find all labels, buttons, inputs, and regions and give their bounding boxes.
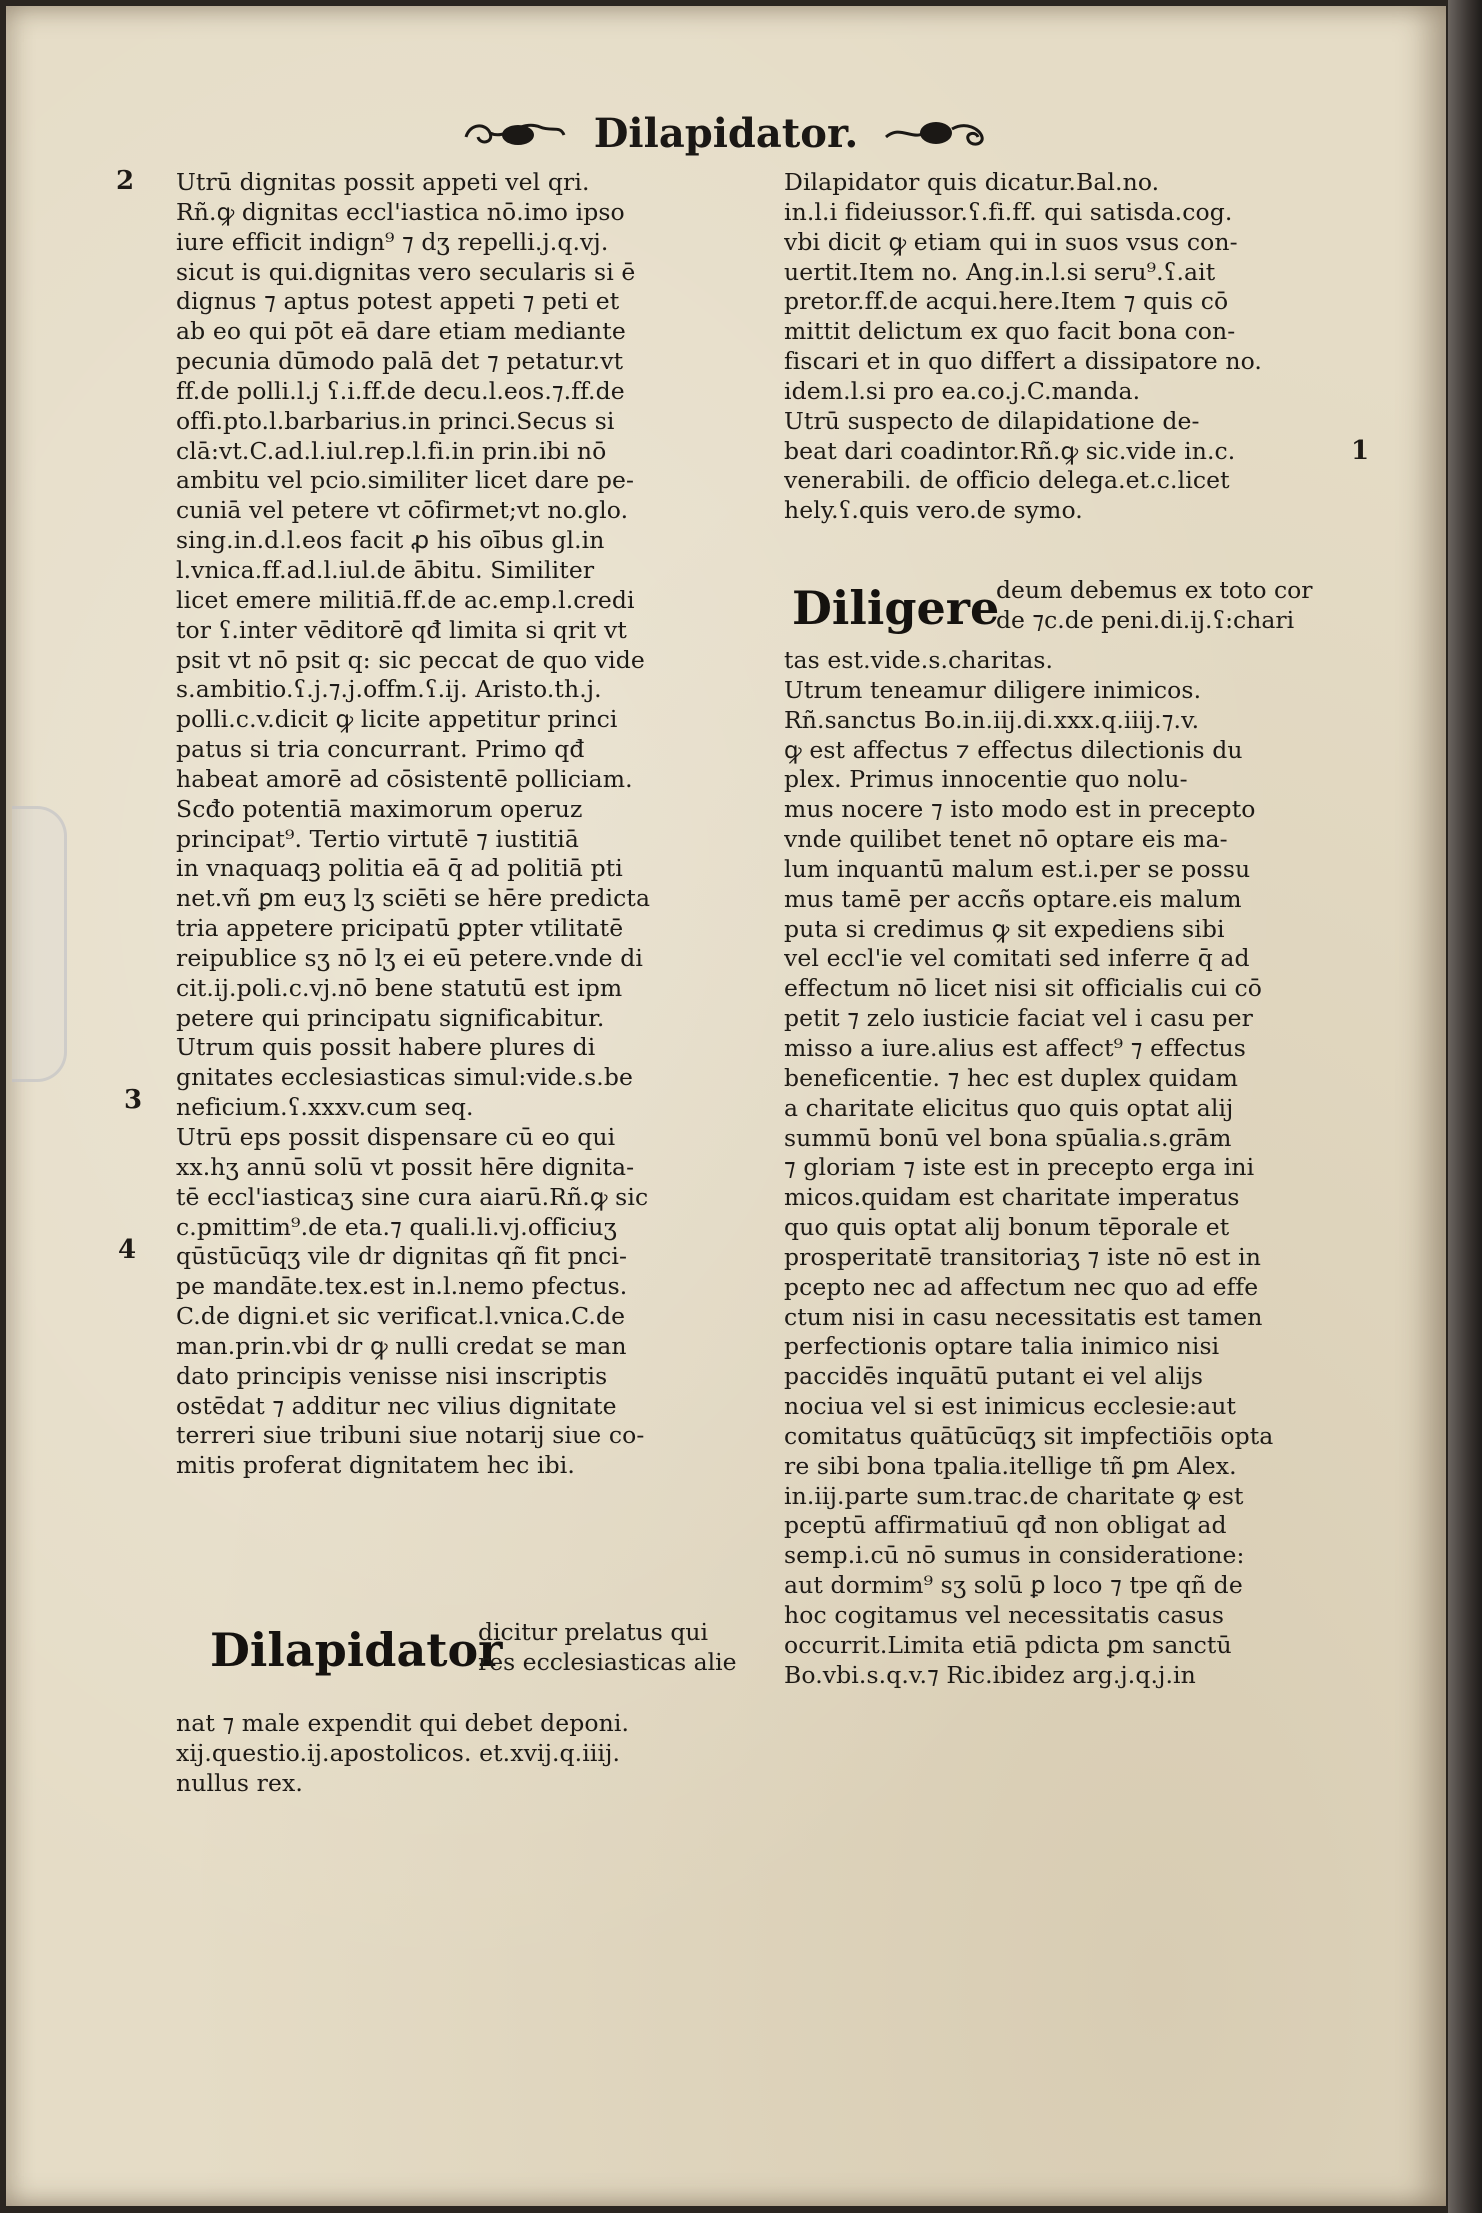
text-line: psit vt nō psit q: sic peccat de quo vide xyxy=(176,645,645,674)
text-line: puta si credimus ꝙ sit expediens sibi xyxy=(784,914,1225,943)
text-line: vbi dicit ꝙ etiam qui in suos vsus con- xyxy=(784,227,1238,256)
text-line: Rñ.ꝙ dignitas eccl'iastica nō.imo ipso xyxy=(176,197,625,226)
text-line: reipublice sʒ nō lʒ ei eū petere.vnde di xyxy=(176,943,643,972)
text-line: re sibi bona tpalia.itellige tñ ꝑm Alex. xyxy=(784,1451,1237,1480)
page-title: Dilapidator. xyxy=(593,109,859,157)
text-line: occurrit.Limita etiā pdicta ꝑm sanctū xyxy=(784,1630,1232,1659)
text-line: petit ⁊ zelo iusticie faciat vel i casu per xyxy=(784,1004,1253,1033)
text-line: in.iij.parte sum.trac.de charitate ꝙ est xyxy=(784,1481,1244,1510)
text-line: plex. Primus innocentie quo nolu- xyxy=(784,765,1188,794)
text-line: ostēdat ⁊ additur nec vilius dignitate xyxy=(176,1391,617,1420)
text-line: beneficentie. ⁊ hec est duplex quidam xyxy=(784,1063,1239,1092)
text-line: iure efficit indign⁹ ⁊ dʒ repelli.j.q.vj. xyxy=(176,227,609,256)
text-line: pretor.ff.de acqui.here.Item ⁊ quis cō xyxy=(784,287,1229,316)
margin-number-4: 4 xyxy=(118,1235,137,1265)
text-line: Bo.vbi.s.q.v.⁊ Ric.ibidez arg.j.q.j.in xyxy=(784,1660,1196,1689)
text-line: quo quis optat alij bonum tēporale et xyxy=(784,1213,1230,1242)
text-line: sing.in.d.l.eos facit ꝓ his oībus gl.in xyxy=(176,526,605,555)
text-line: l.vnica.ff.ad.l.iul.de ābitu. Similiter xyxy=(176,555,595,584)
text-line: prosperitatē transitoriaʒ ⁊ iste nō est in xyxy=(784,1242,1261,1271)
text-line: fiscari et in quo differt a dissipatore no. xyxy=(784,347,1262,376)
text-line: nat ⁊ male expendit qui debet deponi. xyxy=(176,1709,630,1737)
text-line: dignus ⁊ aptus potest appeti ⁊ peti et xyxy=(176,287,620,316)
text-line: res ecclesiasticas alie xyxy=(478,1647,737,1676)
text-line: ⁊ gloriam ⁊ iste est in precepto erga ini xyxy=(784,1153,1255,1182)
text-line: pceptū affirmatiuū qđ non obligat ad xyxy=(784,1511,1227,1540)
text-line: tas est.vide.s.charitas. xyxy=(784,646,1054,674)
text-line: xij.questio.ij.apostolicos. et.xvij.q.iiij. xyxy=(176,1738,621,1767)
text-line: idem.l.si pro ea.co.j.C.manda. xyxy=(784,376,1141,405)
text-line: qūstūcūqʒ vile dr dignitas qñ fit pnci- xyxy=(176,1242,628,1271)
text-line: dicitur prelatus qui xyxy=(478,1618,709,1646)
entry-heading-side-text xyxy=(996,576,1313,636)
text-line: lum inquantū malum est.i.per se possu xyxy=(784,854,1251,883)
text-line: ab eo qui pōt eā dare etiam mediante xyxy=(176,317,626,346)
entry-heading-diligere: Diligere xyxy=(792,581,1000,635)
text-line: principat⁹. Tertio virtutē ⁊ iustitiā xyxy=(176,824,579,853)
text-line: gnitates ecclesiasticas simul:vide.s.be xyxy=(176,1063,634,1092)
running-header xyxy=(6,106,1446,157)
margin-number-2: 2 xyxy=(116,166,135,196)
text-line: perfectionis optare talia inimico nisi xyxy=(784,1332,1220,1361)
text-line: sicut is qui.dignitas vero secularis si ē xyxy=(176,257,636,286)
text-line: uertit.Item no. Ang.in.l.si seru⁹.ʕ.ait xyxy=(784,257,1216,286)
text-line: Scđo potentiā maximorum operuz xyxy=(176,794,583,823)
book-edge xyxy=(1448,0,1482,2213)
text-line: misso a iure.alius est affect⁹ ⁊ effectus xyxy=(784,1033,1246,1062)
text-line: tē eccl'iasticaʒ sine cura aiarū.Rñ.ꝙ sic xyxy=(176,1182,649,1211)
right-column-continued xyxy=(784,646,1384,1691)
text-line: hely.ʕ.quis vero.de symo. xyxy=(784,496,1083,525)
text-line: pecunia dūmodo palā det ⁊ petatur.vt xyxy=(176,347,624,376)
text-line: vnde quilibet tenet nō optare eis ma- xyxy=(784,825,1228,854)
text-line: in.l.i fideiussor.ʕ.fi.ff. qui satisda.cog. xyxy=(784,197,1233,226)
text-line: aut dormim⁹ sʒ solū ꝑ loco ⁊ tpe qñ de xyxy=(784,1571,1243,1600)
text-line: terreri siue tribuni siue notarij siue co- xyxy=(176,1421,645,1450)
text-line: net.vñ ꝑm euʒ lʒ sciēti se hēre predicta xyxy=(176,884,651,913)
text-line: effectum nō licet nisi sit officialis cui cō xyxy=(784,974,1262,1003)
text-line: polli.c.v.dicit ꝙ licite appetitur princi xyxy=(176,705,618,734)
text-line: habeat amorē ad cōsistentē polliciam. xyxy=(176,764,633,793)
text-line: Dilapidator quis dicatur.Bal.no. xyxy=(784,168,1160,196)
text-line: venerabili. de officio delega.et.c.licet xyxy=(784,466,1230,495)
left-column-end xyxy=(176,1709,778,1799)
margin-number-1: 1 xyxy=(1351,436,1370,466)
margin-number-3: 3 xyxy=(124,1085,143,1115)
text-line: s.ambitio.ʕ.j.⁊.j.offm.ʕ.ij. Aristo.th.j. xyxy=(176,675,602,704)
text-line: ctum nisi in casu necessitatis est tamen xyxy=(784,1302,1263,1331)
text-line: pcepto nec ad affectum nec quo ad effe xyxy=(784,1272,1259,1301)
text-line: beat dari coadintor.Rñ.ꝙ sic.vide in.c. xyxy=(784,436,1236,465)
text-line: paccidēs inquātū putant ei vel alijs xyxy=(784,1362,1203,1391)
text-line: Utrum quis possit habere plures di xyxy=(176,1033,596,1062)
text-line: dato principis venisse nisi inscriptis xyxy=(176,1361,608,1390)
text-line: mittit delictum ex quo facit bona con- xyxy=(784,317,1236,346)
text-line: clā:vt.C.ad.l.iul.rep.l.fi.in prin.ibi nō xyxy=(176,436,607,465)
text-line: offi.pto.l.barbarius.in princi.Secus si xyxy=(176,406,615,435)
text-line: mus nocere ⁊ isto modo est in precepto xyxy=(784,795,1256,824)
text-line: Rñ.sanctus Bo.in.iij.di.xxx.q.iiij.⁊.v. xyxy=(784,705,1200,734)
book-page xyxy=(6,6,1446,2206)
right-ornament-icon xyxy=(882,115,992,151)
text-line: mus tamē per accñs optare.eis malum xyxy=(784,884,1242,913)
text-line: xx.hʒ annū solū vt possit hēre dignita- xyxy=(176,1152,635,1181)
text-line: petere qui principatu significabitur. xyxy=(176,1003,605,1032)
text-line: Utrū suspecto de dilapidatione de- xyxy=(784,406,1200,435)
text-line: micos.quidam est charitate imperatus xyxy=(784,1183,1240,1212)
text-line: C.de digni.et sic verificat.l.vnica.C.de xyxy=(176,1302,626,1331)
text-line: neficium.ʕ.xxxv.cum seq. xyxy=(176,1093,474,1122)
left-column xyxy=(176,168,778,1481)
text-line: a charitate elicitus quo quis optat alij xyxy=(784,1093,1234,1122)
text-line: nociua vel si est inimicus ecclesie:aut xyxy=(784,1392,1237,1421)
entry-heading-dilapidator: Dilapidator xyxy=(210,1623,503,1677)
text-line: cuniā vel petere vt cōfirmet;vt no.glo. xyxy=(176,496,629,525)
text-line: in vnaquaqꝫ politia eā q̄ ad politiā pti xyxy=(176,854,623,883)
text-line: licet emere militiā.ff.de ac.emp.l.credi xyxy=(176,585,635,614)
text-line: ambitu vel pcio.similiter licet dare pe- xyxy=(176,466,635,495)
text-line: summū bonū vel bona spūalia.s.grām xyxy=(784,1123,1232,1152)
text-line: tria appetere pricipatū ꝑpter vtilitatē xyxy=(176,914,624,943)
text-line: de ⁊c.de peni.di.ij.ʕ:chari xyxy=(996,605,1295,634)
page-clip xyxy=(12,806,67,1082)
text-line: tor ʕ.inter vēditorē qđ limita si qrit vt xyxy=(176,615,627,644)
text-line: Utrū eps possit dispensare cū eo qui xyxy=(176,1123,616,1151)
text-line: hoc cogitamus vel necessitatis casus xyxy=(784,1601,1225,1629)
text-line: ꝙ est affectus ⁊ effectus dilectionis du xyxy=(784,735,1243,764)
entry-heading-side-text xyxy=(478,1618,737,1678)
text-line: vel eccl'ie vel comitati sed inferre q̄ ad xyxy=(784,944,1250,973)
right-column xyxy=(784,168,1384,526)
text-line: cit.ij.poli.c.vj.nō bene statutū est ipm xyxy=(176,973,623,1002)
left-ornament-icon xyxy=(460,115,570,151)
text-line: semp.i.cū nō sumus in consideratione: xyxy=(784,1541,1245,1570)
text-line: Utrū dignitas possit appeti vel qri. xyxy=(176,168,590,196)
text-line: comitatus quātūcūqʒ sit impfectiōis opta xyxy=(784,1421,1274,1450)
text-line: deum debemus ex toto cor xyxy=(996,576,1313,604)
text-line: Utrum teneamur diligere inimicos. xyxy=(784,675,1202,704)
text-line: ff.de polli.l.j ʕ.i.ff.de decu.l.eos.⁊.ff.de xyxy=(176,376,625,405)
text-line: nullus rex. xyxy=(176,1768,303,1797)
text-line: patus si tria concurrant. Primo qđ xyxy=(176,735,585,764)
text-line: c.pmittim⁹.de eta.⁊ quali.li.vj.officiuʒ xyxy=(176,1212,617,1241)
text-line: pe mandāte.tex.est in.l.nemo pfectus. xyxy=(176,1272,628,1301)
text-line: mitis proferat dignitatem hec ibi. xyxy=(176,1451,575,1480)
text-line: man.prin.vbi dr ꝙ nulli credat se man xyxy=(176,1331,627,1360)
